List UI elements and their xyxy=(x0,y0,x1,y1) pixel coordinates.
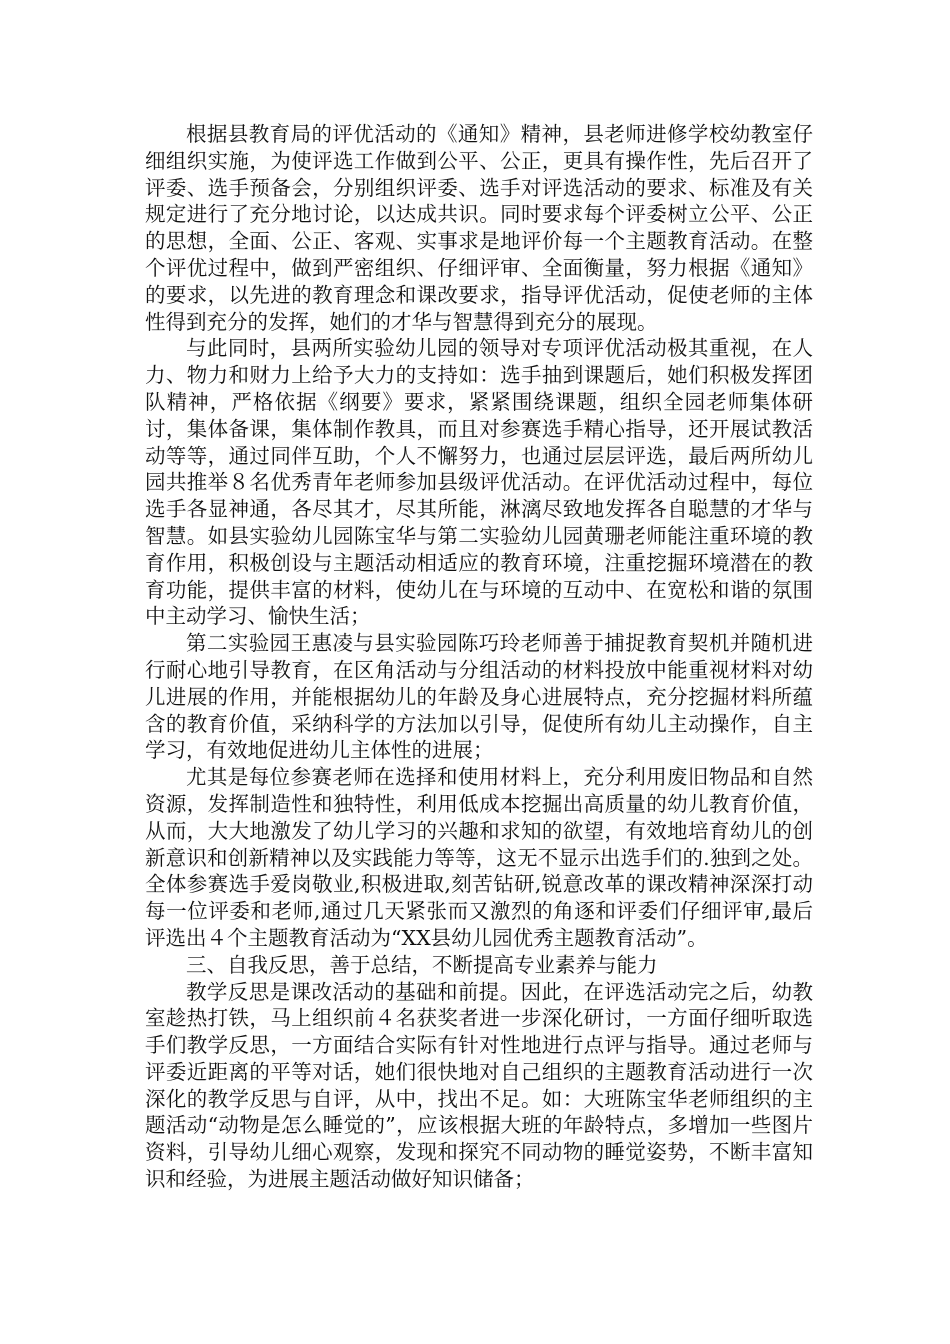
paragraph-teaching-reflection: 教学反思是课改活动的基础和前提。因此，在评选活动完之后，幼教室趁热打铁，马上组织前４名获奖者进一步深化研讨，一方面仔细听取选手们教学反思，一方面结合实际有针对性地进行点评与指导。通过老师与评委近距离的平等对话，她们很快地对自己组织的主题教育活动进行一次深化的教学反思与自评，从中，找出不足。如：大班陈宝华老师组织的主题活动“动物是怎么睡觉的”，应该根据大班的年龄特点，多增加一些图片资料，引导幼儿细心观察，发现和探究不同动物的睡觉姿势，不断丰富知识和经验，为进展主题活动做好知识储备； xyxy=(145,979,813,1192)
section-heading-reflection: 三、自我反思，善于总结，不断提高专业素养与能力 xyxy=(186,952,658,977)
paragraph-evaluation-organization: 根据县教育局的评优活动的《通知》精神，县老师进修学校幼教室仔细组织实施，为使评选工作做到公平、公正，更具有操作性，先后召开了评委、选手预备会，分别组织评委、选手对评选活动的要求、标准及有关规定进行了充分地讨论，以达成共识。同时要求每个评委树立公平、公正的思想，全面、公正、客观、实事求是地评价每一个主题教育活动。在整个评优过程中，做到严密组织、仔细评审、全面衡量，努力根据《通知》的要求，以先进的教育理念和课改要求，指导评优活动，促使老师的主体性得到充分的发挥，她们的才华与智慧得到充分的展现。 xyxy=(145,122,813,334)
paragraph-guided-education: 第二实验园王惠凌与县实验园陈巧玲老师善于捕捉教育契机并随机进行耐心地引导教育，在区角活动与分组活动的材料投放中能重视材料对幼儿进展的作用，并能根据幼儿的年龄及身心进展特点，充分挖掘材料所蕴含的教育价值，采纳科学的方法加以引导，促使所有幼儿主动操作，自主学习，有效地促进幼儿主体性的进展； xyxy=(145,631,813,763)
document-body xyxy=(145,121,813,1193)
paragraph-kindergarten-support: 与此同时，县两所实验幼儿园的领导对专项评优活动极其重视，在人力、物力和财力上给予大力的支持如：选手抽到课题后，她们积极发挥团队精神，严格依据《纲要》要求，紧紧围绕课题，组织全园老师集体研讨，集体备课，集体制作教具，而且对参赛选手精心指导，还开展试教活动等等，通过同伴互助，个人不懈努力，也通过层层评选，最后两所幼儿园共推举８名优秀青年老师参加县级评优活动。在评优活动过程中，每位选手各显神通，各尽其才，尽其所能，淋漓尽致地发挥各自聪慧的才华与智慧。如县实验幼儿园陈宝华与第二实验幼儿园黄珊老师能注重环境的教育作用，积极创设与主题活动相适应的教育环境，注重挖掘环境潜在的教育功能，提供丰富的材料，使幼儿在与环境的互动中、在宽松和谐的氛围中主动学习、愉快生活； xyxy=(145,336,813,629)
paragraph-materials-use: 尤其是每位参赛老师在选择和使用材料上，充分利用废旧物品和自然资源，发挥制造性和独特性，利用低成本挖掘出高质量的幼儿教育价值，从而，大大地激发了幼儿学习的兴趣和求知的欲望，有效地培育幼儿的创新意识和创新精神以及实践能力等等，这无不显示出选手们的.独到之处。全体参赛选手爱岗敬业,积极进取,刻苦钻研,锐意改革的课改精神深深打动每一位评委和老师,通过几天紧张而又激烈的角逐和评委们仔细评审,最后评选出４个主题教育活动为“XX县幼儿园优秀主题教育活动”。 xyxy=(145,765,813,950)
